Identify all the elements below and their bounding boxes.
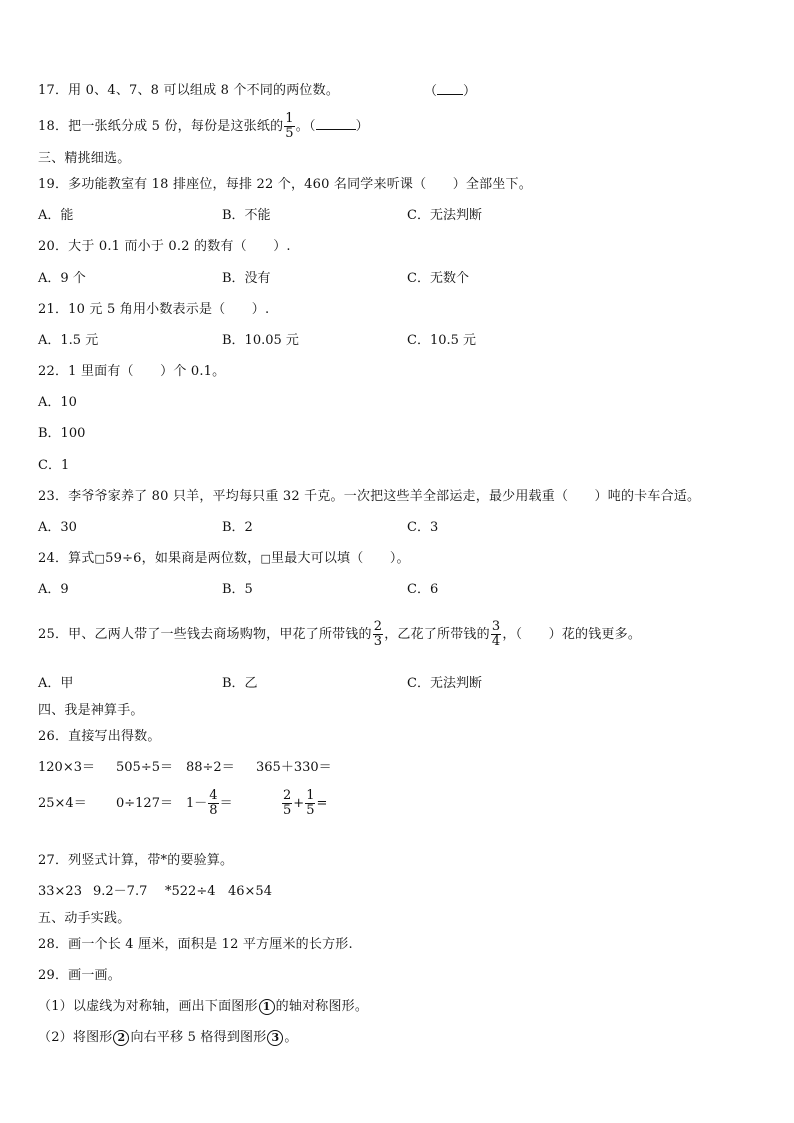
question-24-option-c: C．6 <box>407 582 439 597</box>
question-18-suffix: 。（ <box>295 119 316 134</box>
fraction-numerator: 3 <box>491 619 501 634</box>
section-3-heading: 三、精挑细选。 <box>38 151 131 166</box>
paren-close: ） <box>355 119 369 134</box>
vertical-calc-item: 46×54 <box>228 884 272 899</box>
fraction-three-quarters <box>491 620 501 649</box>
question-20-option-b: B．没有 <box>222 271 271 286</box>
question-17-text: 17．用 0、4、7、8 可以组成 8 个不同的两位数。 <box>38 83 340 98</box>
part-2-text-mid: 向右平移 5 格得到图形 <box>130 1030 267 1045</box>
fraction-two-thirds <box>373 620 383 649</box>
question-20-option-a: A．9 个 <box>38 271 86 286</box>
fraction-denominator: 4 <box>491 634 501 649</box>
question-18-text: 18．把一张纸分成 5 份，每份是这张纸的 <box>38 119 284 134</box>
question-25-stem <box>38 618 641 652</box>
question-23-stem: 23．李爷爷家养了 80 只羊，平均每只重 32 千克。一次把这些羊全部运走，最少用载重（ ）吨的卡车合适。 <box>38 489 701 504</box>
question-17 <box>38 82 339 100</box>
part-1-text: （1）以虚线为对称轴，画出下面图形 <box>38 999 258 1014</box>
calc-item: 365＋330＝ <box>256 760 332 775</box>
circled-number-1: 1 <box>259 999 275 1015</box>
fraction-numerator: 4 <box>209 788 218 803</box>
part-2-text-end: 。 <box>284 1030 298 1045</box>
fraction-one-fifth <box>284 112 294 141</box>
question-28: 28．画一个长 4 厘米，面积是 12 平方厘米的长方形. <box>38 937 353 952</box>
calc-item-fraction <box>186 787 233 821</box>
calc-item: 88÷2＝ <box>186 760 235 775</box>
calc-equals: = <box>316 796 328 811</box>
answer-line <box>437 82 463 95</box>
fraction-denominator: 8 <box>209 803 218 818</box>
plus-sign: + <box>293 796 305 811</box>
question-29-title: 29．画一画。 <box>38 968 121 983</box>
question-25-text-end: ，（ ）花的钱更多。 <box>502 627 642 642</box>
question-19-stem: 19．多功能教室有 18 排座位，每排 22 个，460 名同学来听课（ ）全部坐下。 <box>38 177 532 192</box>
section-4-heading: 四、我是神算手。 <box>38 703 144 718</box>
question-22-option-b: B．100 <box>38 426 86 441</box>
box-symbol: □ <box>260 552 272 565</box>
question-24-option-b: B．5 <box>222 582 253 597</box>
question-25-option-c: C．无法判断 <box>407 676 482 691</box>
question-23-option-b: B．2 <box>222 520 253 535</box>
fraction-one-fifth <box>305 789 315 818</box>
question-19-option-c: C．无法判断 <box>407 208 482 223</box>
calc-item: 0÷127＝ <box>116 796 173 811</box>
question-21-stem: 21．10 元 5 角用小数表示是（ ）. <box>38 302 270 317</box>
question-24-text-mid: 59÷6，如果商是两位数， <box>105 551 261 566</box>
calc-item-fraction-sum <box>281 787 327 821</box>
question-22-option-a: A．10 <box>38 395 77 410</box>
calc-item: 505÷5＝ <box>116 760 173 775</box>
question-29-part-2 <box>38 1029 298 1047</box>
fraction-numerator: 1 <box>285 111 294 126</box>
question-23-option-a: A．30 <box>38 520 77 535</box>
fraction-four-eighths <box>208 789 218 818</box>
question-23-option-c: C．3 <box>407 520 439 535</box>
fraction-denominator: 5 <box>306 803 315 818</box>
question-22-stem: 22．1 里面有（ ）个 0.1。 <box>38 364 226 379</box>
question-27-title: 27．列竖式计算，带*的要验算。 <box>38 853 234 868</box>
fraction-denominator: 5 <box>285 126 294 141</box>
paren-open: （ <box>424 84 438 99</box>
circled-number-2: 2 <box>113 1030 129 1046</box>
fraction-denominator: 5 <box>283 803 292 818</box>
fraction-numerator: 2 <box>373 619 383 634</box>
question-20-option-c: C．无数个 <box>407 271 469 286</box>
vertical-calc-item: 33×23 <box>38 884 82 899</box>
calc-item: 25×4＝ <box>38 796 87 811</box>
question-19-option-a: A．能 <box>38 208 74 223</box>
question-22-option-c: C．1 <box>38 458 70 473</box>
fraction-numerator: 1 <box>306 788 315 803</box>
question-26-title: 26．直接写出得数。 <box>38 729 161 744</box>
paren-close: ） <box>463 84 477 99</box>
question-21-option-a: A．1.5 元 <box>38 333 99 348</box>
part-2-text: （2）将图形 <box>38 1030 113 1045</box>
calc-text: 1－ <box>186 796 208 811</box>
part-1-text-end: 的轴对称图形。 <box>275 999 369 1014</box>
fraction-numerator: 2 <box>283 788 292 803</box>
section-5-heading: 五、动手实践。 <box>38 911 131 926</box>
question-18 <box>38 112 369 142</box>
answer-line <box>316 117 356 130</box>
question-25-text: 25．甲、乙两人带了一些钱去商场购物，甲花了所带钱的 <box>38 627 372 642</box>
vertical-calc-item: 9.2－7.7 <box>93 884 148 899</box>
box-symbol: □ <box>94 552 106 565</box>
question-25-option-a: A．甲 <box>38 676 74 691</box>
calc-equals: ＝ <box>219 796 233 811</box>
fraction-two-fifths <box>282 789 292 818</box>
question-24-text: 24．算式 <box>38 551 95 566</box>
question-25-option-b: B．乙 <box>222 676 258 691</box>
fraction-denominator: 3 <box>373 634 383 649</box>
circled-number-3: 3 <box>267 1030 283 1046</box>
question-24-option-a: A．9 <box>38 582 69 597</box>
calc-item: 120×3＝ <box>38 760 95 775</box>
question-20-stem: 20．大于 0.1 而小于 0.2 的数有（ ）. <box>38 239 291 254</box>
question-17-answer-blank <box>424 82 476 101</box>
vertical-calc-item: *522÷4 <box>165 884 216 899</box>
question-25-text-mid: ，乙花了所带钱的 <box>384 627 490 642</box>
question-24-text-end: 里最大可以填（ ）。 <box>271 551 410 566</box>
question-24-stem <box>38 550 410 568</box>
question-21-option-b: B．10.05 元 <box>222 333 299 348</box>
question-19-option-b: B．不能 <box>222 208 271 223</box>
question-29-part-1 <box>38 998 368 1016</box>
question-21-option-c: C．10.5 元 <box>407 333 477 348</box>
